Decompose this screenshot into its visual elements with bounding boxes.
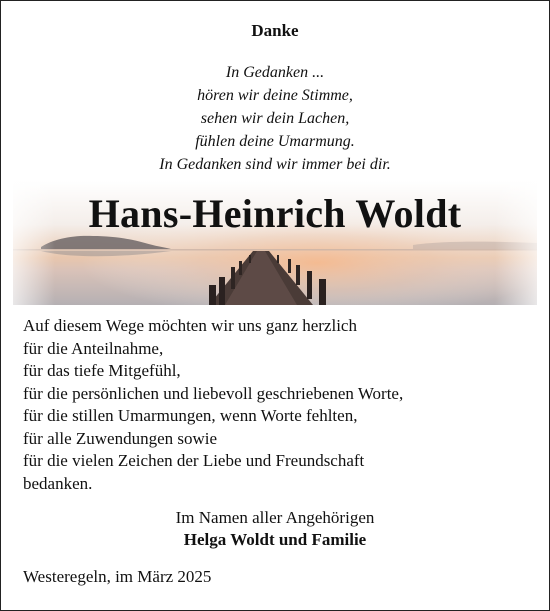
text-line: für die stillen Umarmungen, wenn Worte fehlten, bbox=[23, 406, 358, 425]
signature-block bbox=[1, 507, 549, 551]
text-line: Auf diesem Wege möchten wir uns ganz herzlich bbox=[23, 316, 357, 335]
poem-line: fühlen deine Umarmung. bbox=[195, 133, 355, 150]
poem-line: In Gedanken sind wir immer bei dir. bbox=[159, 156, 391, 173]
poem bbox=[1, 61, 549, 176]
poem-line: In Gedanken ... bbox=[225, 64, 325, 81]
text-line: für das tiefe Mitgefühl, bbox=[23, 361, 181, 380]
text-line: für die persönlichen und liebevoll geschriebenen Worte, bbox=[23, 383, 404, 403]
poem-line: hören wir deine Stimme, bbox=[197, 87, 353, 104]
text-line: für die Anteilnahme, bbox=[23, 338, 164, 358]
text-line: bedanken. bbox=[23, 473, 93, 493]
poem-line: sehen wir dein Lachen, bbox=[200, 110, 350, 127]
thank-you-text bbox=[23, 315, 533, 495]
family-name: Helga Woldt und Familie bbox=[183, 530, 367, 549]
text-line: für alle Zuwendungen sowie bbox=[23, 428, 218, 448]
notice-heading: Danke bbox=[251, 21, 299, 40]
place-date: Westeregeln, im März 2025 bbox=[23, 567, 212, 586]
closing-line: Im Namen aller Angehörigen bbox=[175, 508, 375, 527]
deceased-name: Hans-Heinrich Woldt bbox=[88, 191, 462, 236]
text-line: für die vielen Zeichen der Liebe und Freundschaft bbox=[23, 451, 365, 470]
